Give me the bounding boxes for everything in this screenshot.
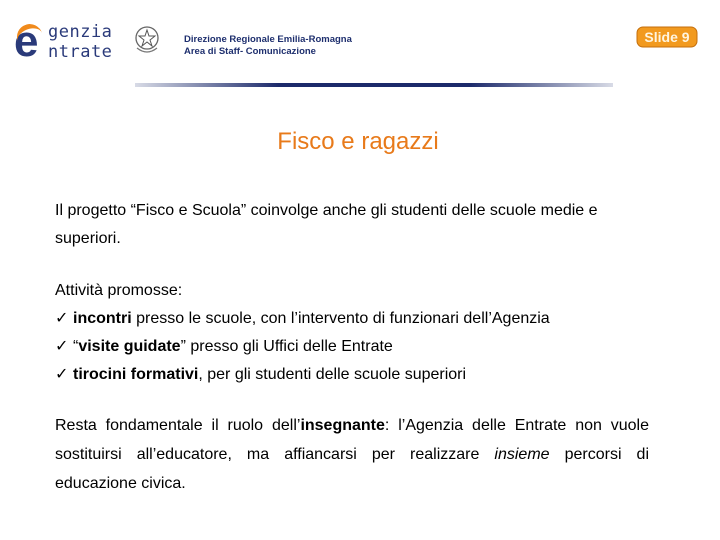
list-item-text: presso le scuole, con l’intervento di funzionari dell’Agenzia — [131, 310, 550, 327]
slide-badge — [636, 26, 698, 48]
page-title: Fisco e ragazzi — [277, 128, 439, 155]
list-item-text: ” presso gli Uffici delle Entrate — [180, 338, 393, 355]
slide-content — [55, 197, 649, 498]
list-item-prefix: “ — [73, 338, 79, 355]
logo-line2: ntrate — [48, 42, 113, 62]
header-divider — [135, 83, 613, 87]
slide-badge-text: Slide 9 — [644, 29, 690, 45]
intro-paragraph: Il progetto “Fisco e Scuola” coinvolge anche gli studenti delle scuole medie e superiori. — [55, 202, 598, 247]
list-item — [55, 305, 649, 333]
agenzia-entrate-logo — [14, 18, 134, 64]
department-line1: Direzione Regionale Emilia-Romagna — [184, 34, 352, 45]
logo-initial: e — [14, 17, 39, 66]
activities-heading: Attività promosse: — [55, 282, 183, 299]
list-item-bold: incontri — [73, 310, 132, 327]
checkmark-icon: ✓ — [55, 338, 69, 355]
closing-paragraph — [55, 411, 649, 498]
department-line2: Area di Staff- Comunicazione — [184, 46, 316, 57]
list-item-text: , per gli studenti delle scuole superiori — [198, 366, 467, 383]
closing-text-3: percorsi di educazione civica. — [55, 446, 649, 492]
checkmark-icon: ✓ — [55, 366, 69, 383]
list-item — [55, 333, 649, 361]
department-label — [184, 34, 352, 58]
republic-emblem-icon — [134, 24, 160, 56]
list-item-bold: tirocini formativi — [73, 366, 199, 383]
logo-line1: genzia — [48, 22, 113, 42]
closing-text-2: : l’Agenzia delle Entrate non vuole sostituirsi all’educatore, ma affiancarsi per realizzare — [55, 417, 650, 463]
header — [0, 0, 720, 90]
checkmark-icon: ✓ — [55, 310, 69, 327]
list-item — [55, 361, 649, 389]
closing-text-1: Resta fondamentale il ruolo dell’ — [55, 417, 301, 434]
closing-bold: insegnante — [300, 417, 385, 434]
closing-italic: insieme — [494, 446, 550, 463]
list-item-bold: visite guidate — [78, 338, 181, 355]
